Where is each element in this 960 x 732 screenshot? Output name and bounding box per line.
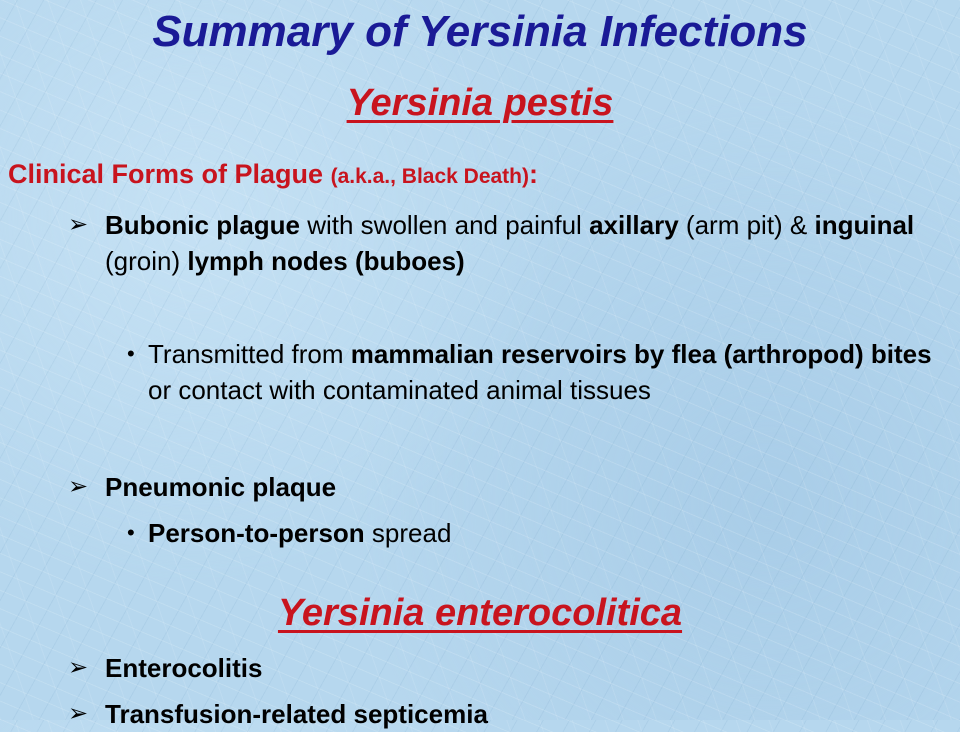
bullet-person-to-person bbox=[148, 515, 938, 551]
transmit-term: mammalian reservoirs by flea (arthropod) bites bbox=[350, 339, 932, 369]
yersinia-enterocolitica-heading-text: Yersinia enterocolitica bbox=[277, 592, 683, 634]
bubonic-text-2: (arm pit) & bbox=[678, 210, 815, 240]
yersinia-pestis-heading-text: Yersinia pestis bbox=[346, 82, 614, 124]
enterocolitis-term: Enterocolitis bbox=[105, 653, 263, 683]
yersinia-enterocolitica-heading bbox=[0, 590, 960, 636]
bullet-enterocolitis bbox=[105, 650, 935, 686]
clinical-forms-colon: : bbox=[529, 159, 538, 189]
transfusion-term: Transfusion-related septicemia bbox=[105, 699, 488, 729]
bullet-transmission bbox=[148, 336, 938, 408]
bullet-bubonic-plague bbox=[105, 207, 935, 279]
clinical-forms-text: Clinical Forms of Plague bbox=[8, 159, 331, 189]
pneumonic-term: Pneumonic plaque bbox=[105, 472, 337, 502]
arrow-bullet-icon: ➢ bbox=[68, 211, 89, 238]
inguinal-term: inguinal bbox=[814, 210, 915, 240]
person-term: Person-to-person bbox=[148, 518, 365, 548]
yersinia-pestis-heading bbox=[0, 80, 960, 126]
bubonic-text-3: (groin) bbox=[105, 246, 188, 276]
arrow-bullet-icon: ➢ bbox=[68, 473, 89, 500]
slide-title: Summary of Yersinia Infections bbox=[152, 7, 808, 56]
bubonic-term: Bubonic plague bbox=[105, 210, 300, 240]
bubonic-text-1: with swollen and painful bbox=[300, 210, 590, 240]
arrow-bullet-icon: ➢ bbox=[68, 700, 89, 727]
person-text: spread bbox=[364, 518, 452, 548]
arrow-bullet-icon: ➢ bbox=[68, 654, 89, 681]
dot-bullet-icon: • bbox=[127, 341, 135, 366]
axillary-term: axillary bbox=[589, 210, 679, 240]
clinical-forms-aka: (a.k.a., Black Death) bbox=[330, 165, 529, 188]
dot-bullet-icon: • bbox=[127, 520, 135, 545]
bullet-pneumonic-plaque bbox=[105, 469, 935, 505]
lymph-nodes-term: lymph nodes (buboes) bbox=[187, 246, 465, 276]
transmit-text-2: or contact with contaminated animal tissues bbox=[148, 375, 651, 405]
clinical-forms-label bbox=[8, 157, 538, 194]
transmit-text-1: Transmitted from bbox=[148, 339, 351, 369]
bullet-transfusion-septicemia bbox=[105, 696, 935, 732]
